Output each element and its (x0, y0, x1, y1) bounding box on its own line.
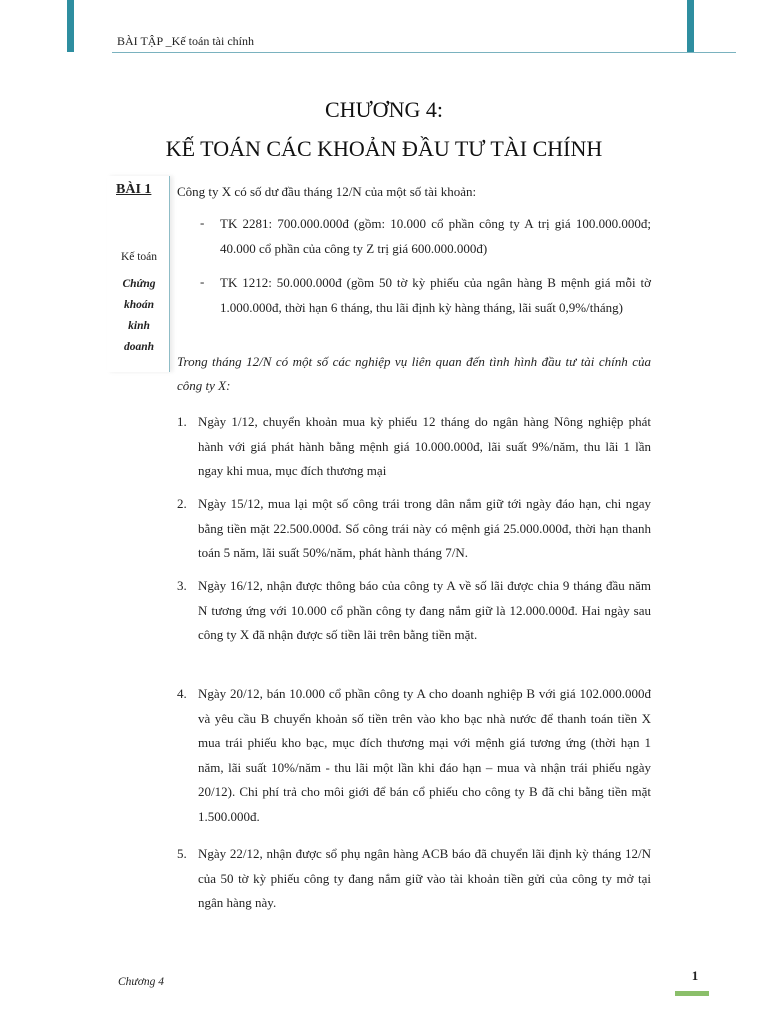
item-number: 1. (177, 414, 187, 429)
item-number: 3. (177, 578, 187, 593)
chapter-title: KẾ TOÁN CÁC KHOẢN ĐẦU TƯ TÀI CHÍNH (165, 136, 603, 161)
account-item: TK 1212: 50.000.000đ (gồm 50 tờ kỳ phiếu của ngân hàng B mệnh giá mỗi tờ 1.000.000đ, thời hạn 6 tháng, thu lãi định kỳ hàng tháng, lãi suất 0,9%/tháng) (220, 275, 651, 315)
sidebar-topic-label: Kế toán (120, 251, 158, 263)
header-accent-bar-right (687, 0, 694, 52)
transaction-item: Ngày 1/12, chuyển khoản mua kỳ phiếu 12 tháng do ngân hàng Nông nghiệp phát hành với giá phát hành bằng mệnh giá 10.000.000đ, lãi suất 9%/năm, thu lãi 1 lần ngay khi mua, mục đích thương mại (198, 414, 651, 478)
transaction-item: Ngày 15/12, mua lại một số công trái trong dân nắm giữ tới ngày đáo hạn, chi ngay bằng tiền mặt 22.500.000đ. Số công trái này có mệnh giá 25.000.000đ, thời hạn thanh toán 5 năm, lãi suất 50%/năm, phát hành tháng 7/N. (198, 496, 651, 560)
account-item: TK 2281: 700.000.000đ (gồm: 10.000 cổ phần công ty A trị giá 100.000.000đ; 40.000 cổ phần của công ty Z trị giá 600.000.000đ) (220, 216, 651, 256)
sidebar-topic-line: kinh (128, 320, 150, 332)
header-divider (112, 52, 736, 53)
transactions-lead: Trong tháng 12/N có một số các nghiệp vụ liên quan đến tình hình đầu tư tài chính của công ty X: (177, 354, 651, 393)
footer-chapter: Chương 4 (118, 976, 164, 988)
item-number: 5. (177, 846, 187, 861)
transaction-item: Ngày 20/12, bán 10.000 cổ phần công ty A cho doanh nghiệp B với giá 102.000.000đ và yêu cầu B chuyển khoản số tiền trên vào kho bạc nhà nước để thanh toán tiền X mua trái phiếu kho bạc, mục đích thương mại với mệnh giá tương ứng (thời hạn 1 năm, lãi suất 10%/năm - thu lãi một lần khi đáo hạn – mua và nhận trái phiếu ngày 20/12). Chi phí trả cho môi giới để bán cổ phiếu cho công ty B đã chi bằng tiền mặt 1.500.000đ. (198, 686, 651, 824)
chapter-number: CHƯƠNG 4: (325, 97, 443, 122)
running-header: BÀI TẬP _Kế toán tài chính (117, 34, 254, 48)
transaction-item: Ngày 16/12, nhận được thông báo của công ty A về số lãi được chia 9 tháng đầu năm N tương ứng với 10.000 cổ phần công ty đang nắm giữ là 12.000.000đ. Hai ngày sau công ty X đã nhận được số tiền lãi trên bằng tiền mặt. (198, 578, 651, 642)
intro-paragraph: Công ty X có số dư đầu tháng 12/N của một số tài khoản: (177, 184, 477, 199)
bullet-dash: - (200, 274, 205, 289)
item-number: 2. (177, 496, 187, 511)
header-accent-bar-left (67, 0, 74, 52)
page-number: 1 (691, 968, 699, 983)
item-number: 4. (177, 686, 187, 701)
sidebar-topic-line: khoán (123, 299, 155, 311)
sidebar-topic-line: doanh (123, 341, 155, 353)
sidebar-topic-italic (109, 274, 169, 358)
exercise-label: BÀI 1 (116, 182, 152, 197)
transaction-item: Ngày 22/12, nhận được sổ phụ ngân hàng ACB báo đã chuyển lãi định kỳ tháng 12/N của 50 tờ kỳ phiếu công ty đang nắm giữ vào tài khoản tiền gửi của công ty mở tại ngân hàng này. (198, 846, 651, 910)
bullet-dash: - (200, 215, 205, 230)
page-number-bar (675, 991, 709, 996)
sidebar-topic-line: Chứng (122, 278, 156, 290)
